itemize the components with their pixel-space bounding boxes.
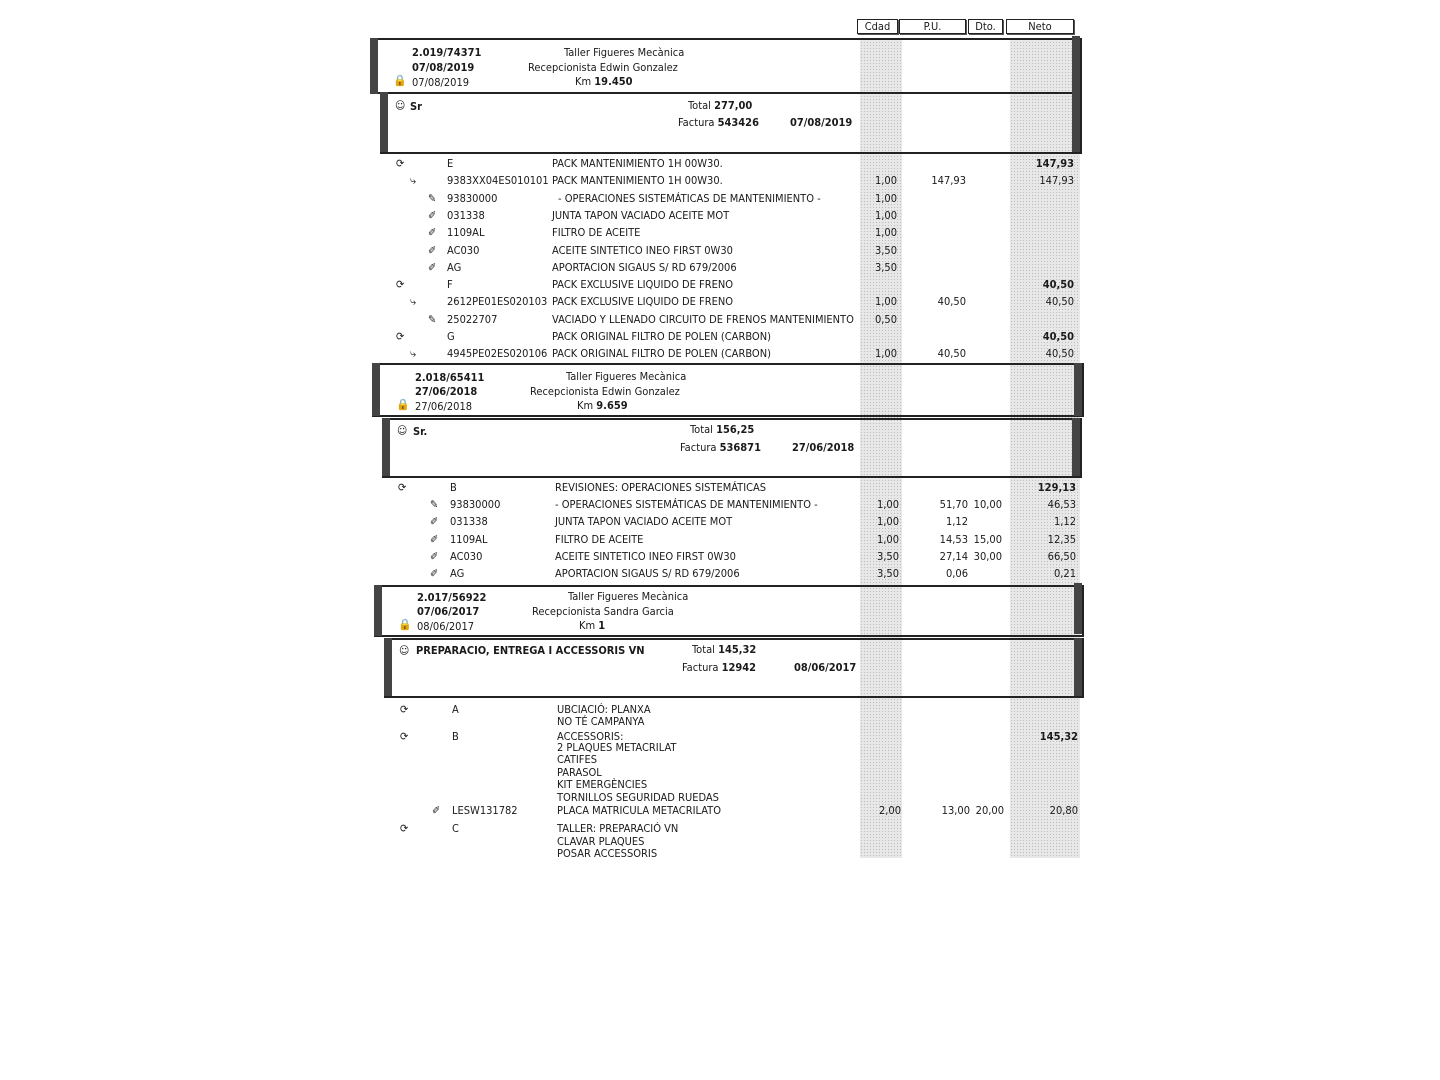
item-description: FILTRO DE ACEITE	[552, 226, 641, 239]
item-discount: 15,00	[973, 533, 1002, 546]
item-quantity: 1,00	[876, 533, 899, 546]
item-quantity: 1,00	[874, 295, 897, 308]
order-date: 27/06/2018	[415, 385, 478, 398]
item-description: FILTRO DE ACEITE	[555, 533, 644, 546]
part-icon: ✐	[430, 567, 439, 580]
item-net: 147,93	[1035, 157, 1074, 170]
item-description: ACCESSORIS:	[557, 730, 624, 743]
item-discount: 10,00	[973, 498, 1002, 511]
item-description: JUNTA TAPON VACIADO ACEITE MOT	[555, 515, 733, 528]
order-date: 07/08/2019	[412, 61, 475, 74]
item-unit-price: 27,14	[939, 550, 968, 563]
item-description: CATIFES	[557, 753, 598, 766]
part-icon: ✐	[432, 804, 441, 817]
item-description: PARASOL	[557, 766, 602, 779]
item-unit-price: 40,50	[937, 347, 966, 360]
item-code: G	[447, 330, 455, 343]
item-code: AC030	[447, 244, 480, 257]
item-code: B	[452, 730, 459, 743]
item-net: 1,12	[1053, 515, 1076, 528]
order-number: 2.017/56922	[417, 591, 487, 604]
item-net: 145,32	[1039, 730, 1078, 743]
item-quantity: 1,00	[874, 209, 897, 222]
item-description: KIT EMERGÈNCIES	[557, 778, 648, 791]
item-description: TALLER: PREPARACIÓ VN	[557, 822, 679, 835]
item-net: 66,50	[1047, 550, 1076, 563]
item-quantity: 1,00	[874, 347, 897, 360]
item-code: 93830000	[447, 192, 498, 205]
package-icon: ⤷	[410, 347, 417, 360]
pack-icon: ⟳	[396, 278, 405, 291]
item-description: - OPERACIONES SISTEMÁTICAS DE MANTENIMIENTO -	[558, 192, 821, 205]
workshop-name: Taller Figueres Mecànica	[566, 370, 687, 383]
invoice-total: Total 145,32	[692, 643, 757, 656]
customer-name: Sr.	[413, 425, 428, 438]
item-quantity: 1,00	[876, 498, 899, 511]
km-reading: Km 1	[579, 619, 606, 632]
header-pu: P.U.	[899, 19, 966, 34]
item-description: ACEITE SINTETICO INEO FIRST 0W30	[555, 550, 736, 563]
item-unit-price: 147,93	[931, 174, 966, 187]
item-description: PACK MANTENIMIENTO 1H 00W30.	[552, 157, 723, 170]
part-icon: ✐	[428, 209, 437, 222]
item-description: PACK EXCLUSIVE LIQUIDO DE FRENO	[552, 295, 734, 308]
item-quantity: 3,50	[876, 550, 899, 563]
invoice-date: 08/06/2017	[794, 661, 857, 674]
item-quantity: 1,00	[874, 174, 897, 187]
invoice-total: Total 156,25	[690, 423, 755, 436]
item-description: - OPERACIONES SISTEMÁTICAS DE MANTENIMIENTO -	[555, 498, 818, 511]
item-net: 147,93	[1039, 174, 1074, 187]
customer-icon: ☺	[395, 99, 406, 112]
item-net: 40,50	[1045, 347, 1074, 360]
part-icon: ✐	[428, 244, 437, 257]
item-net: 12,35	[1047, 533, 1076, 546]
workshop-name: Taller Figueres Mecànica	[568, 590, 689, 603]
order-number: 2.019/74371	[412, 46, 482, 59]
item-code: B	[450, 481, 457, 494]
item-description: PACK ORIGINAL FILTRO DE POLEN (CARBON)	[552, 330, 771, 343]
order-date-secondary: 07/08/2019	[412, 76, 470, 89]
pack-icon: ⟳	[400, 703, 409, 716]
item-net: 129,13	[1037, 481, 1076, 494]
item-net: 40,50	[1042, 330, 1074, 343]
item-quantity: 1,00	[874, 192, 897, 205]
item-code: 4945PE02ES020106	[447, 347, 548, 360]
item-discount: 30,00	[973, 550, 1002, 563]
item-code: A	[452, 703, 459, 716]
tool-icon: ✎	[430, 498, 439, 511]
part-icon: ✐	[430, 533, 439, 546]
item-description: TORNILLOS SEGURIDAD RUEDAS	[557, 791, 719, 804]
item-description: JUNTA TAPON VACIADO ACEITE MOT	[552, 209, 730, 222]
km-reading: Km 19.450	[575, 75, 633, 88]
item-code: 9383XX04ES010101	[447, 174, 549, 187]
order-date-secondary: 08/06/2017	[417, 620, 475, 633]
item-net: 0,21	[1053, 567, 1076, 580]
item-quantity: 2,00	[878, 804, 901, 817]
header-cdad: Cdad	[857, 19, 898, 34]
item-description: APORTACION SIGAUS S/ RD 679/2006	[552, 261, 737, 274]
invoice-date: 07/08/2019	[790, 116, 853, 129]
item-description: ACEITE SINTETICO INEO FIRST 0W30	[552, 244, 733, 257]
item-description: PACK ORIGINAL FILTRO DE POLEN (CARBON)	[552, 347, 771, 360]
item-quantity: 3,50	[874, 244, 897, 257]
item-unit-price: 0,06	[945, 567, 968, 580]
item-quantity: 0,50	[874, 313, 897, 326]
item-description: APORTACION SIGAUS S/ RD 679/2006	[555, 567, 740, 580]
item-code: 031338	[447, 209, 485, 222]
item-unit-price: 1,12	[945, 515, 968, 528]
item-code: 2612PE01ES020103	[447, 295, 548, 308]
invoice-date: 27/06/2018	[792, 441, 855, 454]
invoice-number: Factura 543426	[678, 116, 759, 129]
item-quantity: 3,50	[876, 567, 899, 580]
pack-icon: ⟳	[396, 157, 405, 170]
item-code: AG	[450, 567, 465, 580]
lock-icon: 🔒	[393, 74, 407, 87]
item-code: LESW131782	[452, 804, 518, 817]
item-description: CLAVAR PLAQUES	[557, 835, 645, 848]
item-description: PLACA MATRICULA METACRILATO	[557, 804, 722, 817]
item-unit-price: 51,70	[939, 498, 968, 511]
lock-icon: 🔒	[396, 398, 410, 411]
item-description: PACK EXCLUSIVE LIQUIDO DE FRENO	[552, 278, 734, 291]
item-code: C	[452, 822, 459, 835]
item-quantity: 3,50	[874, 261, 897, 274]
item-net: 40,50	[1045, 295, 1074, 308]
item-unit-price: 13,00	[941, 804, 970, 817]
item-discount: 20,00	[975, 804, 1004, 817]
item-code: AG	[447, 261, 462, 274]
workshop-name: Taller Figueres Mecànica	[564, 46, 685, 59]
invoice-number: Factura 12942	[682, 661, 757, 674]
order-date-secondary: 27/06/2018	[415, 400, 473, 413]
item-code: 1109AL	[447, 226, 485, 239]
item-code: 1109AL	[450, 533, 488, 546]
receptionist: Recepcionista Edwin Gonzalez	[530, 385, 680, 398]
item-description: 2 PLAQUES METACRILAT	[557, 741, 677, 754]
item-description: POSAR ACCESSORIS	[557, 847, 658, 860]
item-code: 25022707	[447, 313, 498, 326]
part-icon: ✐	[430, 550, 439, 563]
invoice-number: Factura 536871	[680, 441, 761, 454]
order-date: 07/06/2017	[417, 605, 480, 618]
item-net: 20,80	[1049, 804, 1078, 817]
tool-icon: ✎	[428, 192, 437, 205]
pack-icon: ⟳	[398, 481, 407, 494]
km-reading: Km 9.659	[577, 399, 628, 412]
order-number: 2.018/65411	[415, 371, 485, 384]
lock-icon: 🔒	[398, 618, 412, 631]
header-neto: Neto	[1006, 19, 1074, 34]
customer-name: PREPARACIO, ENTREGA I ACCESSORIS VN	[416, 644, 645, 657]
tool-icon: ✎	[428, 313, 437, 326]
customer-icon: ☺	[397, 424, 408, 437]
item-description: UBCIACIÓ: PLANXA	[557, 703, 651, 716]
pack-icon: ⟳	[400, 822, 409, 835]
item-unit-price: 14,53	[939, 533, 968, 546]
part-icon: ✐	[428, 226, 437, 239]
customer-icon: ☺	[399, 644, 410, 657]
customer-name: Sr	[410, 100, 423, 113]
invoice-total: Total 277,00	[688, 99, 753, 112]
item-code: E	[447, 157, 454, 170]
pack-icon: ⟳	[400, 730, 409, 743]
part-icon: ✐	[428, 261, 437, 274]
pack-icon: ⟳	[396, 330, 405, 343]
receptionist: Recepcionista Edwin Gonzalez	[528, 61, 678, 74]
part-icon: ✐	[430, 515, 439, 528]
item-quantity: 1,00	[874, 226, 897, 239]
item-net: 46,53	[1047, 498, 1076, 511]
item-quantity: 1,00	[876, 515, 899, 528]
package-icon: ⤷	[410, 174, 417, 187]
item-code: F	[447, 278, 453, 291]
receptionist: Recepcionista Sandra Garcia	[532, 605, 674, 618]
package-icon: ⤷	[410, 295, 417, 308]
item-code: 93830000	[450, 498, 501, 511]
item-description: VACIADO Y LLENADO CIRCUITO DE FRENOS MANTENIMIENTO	[552, 313, 854, 326]
item-net: 40,50	[1042, 278, 1074, 291]
item-code: AC030	[450, 550, 483, 563]
item-unit-price: 40,50	[937, 295, 966, 308]
header-dto: Dto.	[968, 19, 1003, 34]
item-description: REVISIONES: OPERACIONES SISTEMÁTICAS	[555, 481, 767, 494]
item-code: 031338	[450, 515, 488, 528]
item-description: PACK MANTENIMIENTO 1H 00W30.	[552, 174, 723, 187]
item-description: NO TÉ CAMPANYA	[557, 715, 645, 728]
